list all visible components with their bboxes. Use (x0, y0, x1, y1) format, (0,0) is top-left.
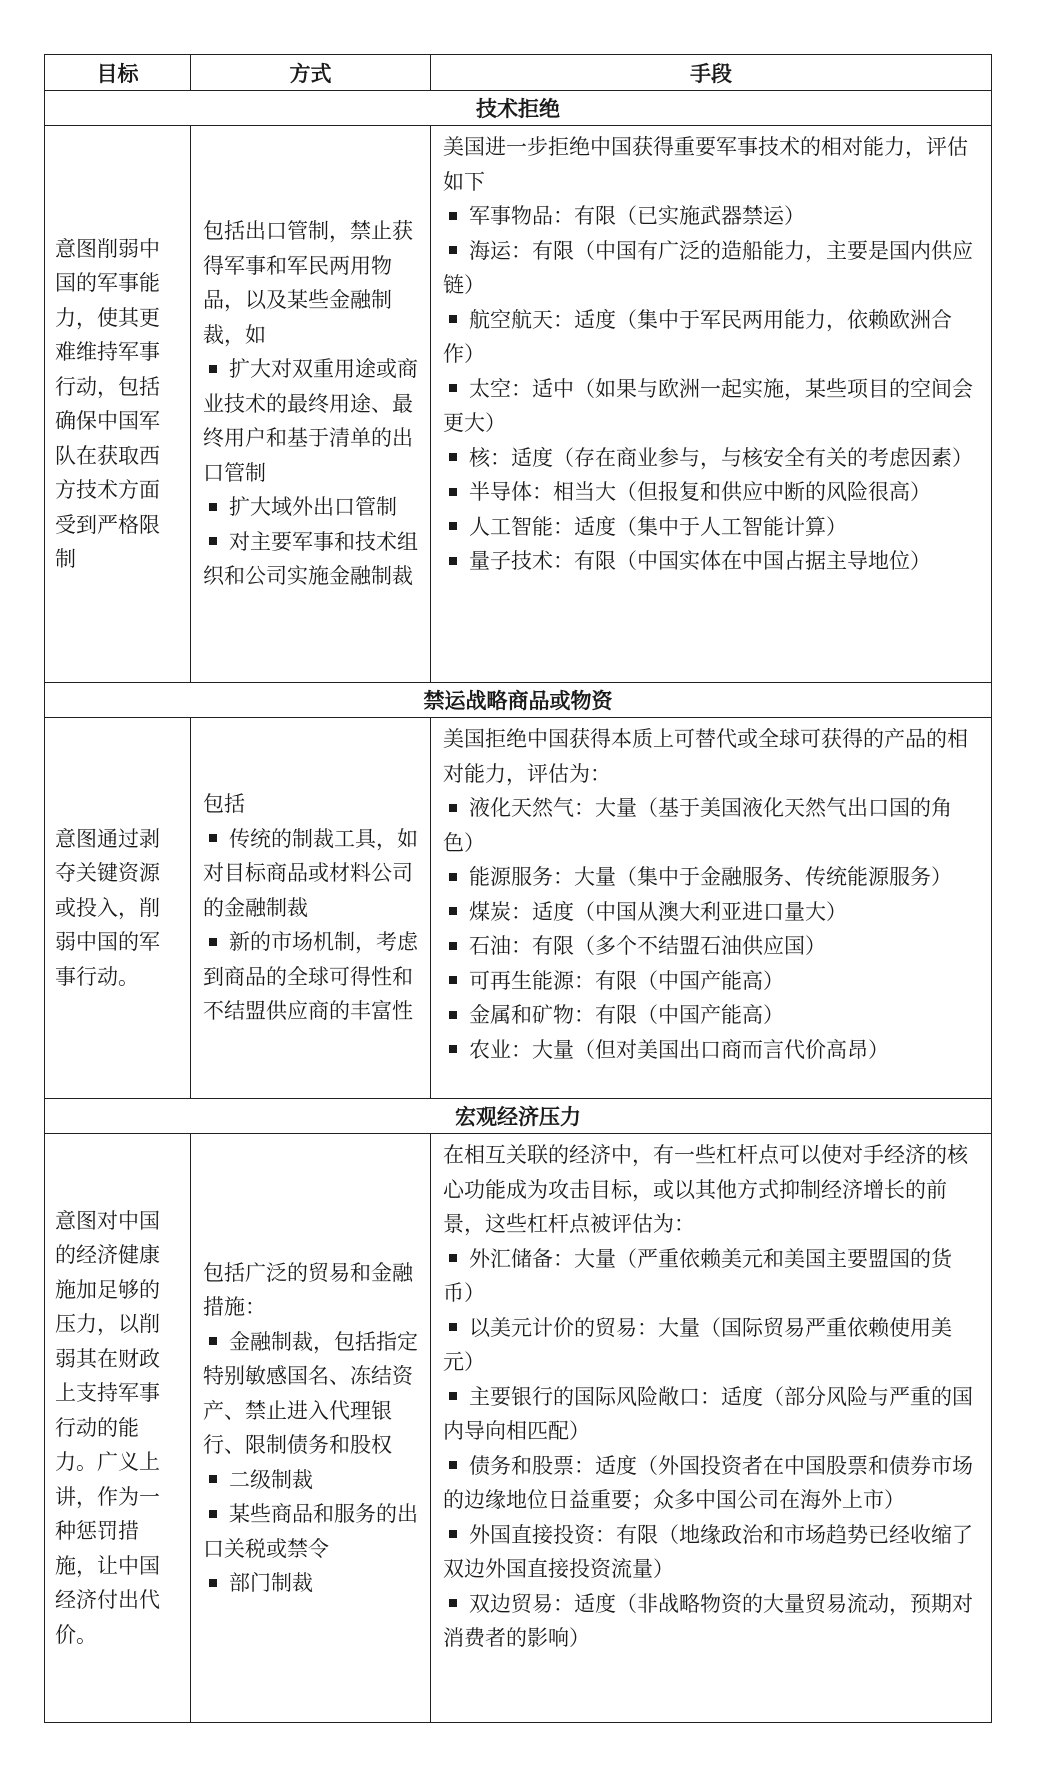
section-title-row (45, 683, 992, 718)
means-intro: 美国进一步拒绝中国获得重要军事技术的相对能力，评估如下 (443, 135, 968, 194)
bullet-square-icon (449, 873, 457, 881)
bullet-square-icon (209, 503, 217, 511)
bullet-square-icon (449, 1599, 457, 1607)
method-bullet: 某些商品和服务的出口关税或禁令 (203, 1502, 418, 1561)
means-intro: 在相互关联的经济中，有一些杠杆点可以使对手经济的核心功能成为攻击目标，或以其他方式抑制经济增长的前景，这些杠杆点被评估为： (443, 1143, 968, 1236)
means-bullet: 以美元计价的贸易：大量（国际贸易严重依赖使用美元） (443, 1315, 952, 1374)
means-bullet: 金属和矿物：有限（中国产能高） (443, 998, 983, 1033)
goal-cell: 意图对中国的经济健康施加足够的压力，以削弱其在财政上支持军事行动的能力。广义上讲，作为一种惩罚措施，让中国经济付出代价。 (45, 1134, 191, 1723)
bullet-square-icon (209, 365, 217, 373)
bullet-square-icon (449, 384, 457, 392)
method-bullet: 金融制裁，包括指定特别敏感国名、冻结资产、禁止进入代理银行、限制债务和股权 (203, 1329, 418, 1457)
means-intro: 美国拒绝中国获得本质上可替代或全球可获得的产品的相对能力，评估为： (443, 727, 968, 786)
means-bullet: 量子技术：有限（中国实体在中国占据主导地位） (443, 544, 983, 579)
section-title-row (45, 1099, 992, 1134)
section-title-row (45, 91, 992, 126)
bullet-square-icon (449, 1392, 457, 1400)
bullet-square-icon (449, 1254, 457, 1262)
means-bullet: 外汇储备：大量（严重依赖美元和美国主要盟国的货币） (443, 1246, 952, 1305)
section-title-embargo: 禁运战略商品或物资 (45, 683, 992, 718)
means-bullet: 可再生能源：有限（中国产能高） (443, 964, 983, 999)
method-bullet: 对主要军事和技术组织和公司实施金融制裁 (203, 529, 418, 589)
goal-cell: 意图削弱中国的军事能力，使其更难维持军事行动，包括确保中国军队在获取西方技术方面受到严格限制 (45, 126, 191, 683)
method-cell (191, 1134, 431, 1723)
method-bullet: 新的市场机制，考虑到商品的全球可得性和不结盟供应商的丰富性 (203, 930, 418, 1024)
goal-cell: 意图通过剥夺关键资源或投入，削弱中国的军事行动。 (45, 718, 191, 1099)
bullet-square-icon (209, 834, 217, 842)
means-bullet: 能源服务：大量（集中于金融服务、传统能源服务） (443, 860, 983, 895)
bullet-square-icon (449, 488, 457, 496)
bullet-square-icon (449, 315, 457, 323)
bullet-square-icon (209, 1510, 217, 1518)
means-bullet: 外国直接投资：有限（地缘政治和市场趋势已经收缩了双边外国直接投资流量） (443, 1522, 973, 1581)
method-cell (191, 126, 431, 683)
means-bullet: 航空航天：适度（集中于军民两用能力，依赖欧洲合作） (443, 307, 952, 366)
header-method: 方式 (191, 55, 431, 91)
strategy-table (44, 54, 992, 1723)
bullet-square-icon (209, 1337, 217, 1345)
bullet-square-icon (449, 522, 457, 530)
bullet-square-icon (449, 1530, 457, 1538)
bullet-square-icon (449, 907, 457, 915)
method-bullet: 二级制裁 (203, 1463, 420, 1498)
bullet-square-icon (449, 1461, 457, 1469)
bullet-square-icon (209, 1579, 217, 1587)
means-bullet: 海运：有限（中国有广泛的造船能力，主要是国内供应链） (443, 238, 973, 297)
header-means: 手段 (431, 55, 992, 91)
means-bullet: 债务和股票：适度（外国投资者在中国股票和债券市场的边缘地位日益重要；众多中国公司在海外上市） (443, 1453, 973, 1512)
bullet-square-icon (449, 557, 457, 565)
bullet-square-icon (209, 1475, 217, 1483)
method-intro: 包括广泛的贸易和金融措施： (203, 1260, 413, 1319)
header-row (45, 55, 992, 91)
means-bullet: 石油：有限（多个不结盟石油供应国） (443, 929, 983, 964)
bullet-square-icon (449, 976, 457, 984)
means-bullet: 液化天然气：大量（基于美国液化天然气出口国的角色） (443, 796, 952, 855)
bullet-square-icon (449, 942, 457, 950)
section-row-macro-pressure (45, 1134, 992, 1723)
method-bullet: 传统的制裁工具，如对目标商品或材料公司的金融制裁 (203, 826, 418, 920)
bullet-square-icon (209, 938, 217, 946)
bullet-square-icon (449, 1323, 457, 1331)
means-bullet: 半导体：相当大（但报复和供应中断的风险很高） (443, 475, 983, 510)
method-bullet: 扩大对双重用途或商业技术的最终用途、最终用户和基于清单的出口管制 (203, 357, 418, 485)
section-row-tech-denial (45, 126, 992, 683)
bullet-square-icon (449, 1011, 457, 1019)
means-bullet: 煤炭：适度（中国从澳大利亚进口量大） (443, 895, 983, 930)
means-bullet: 军事物品：有限（已实施武器禁运） (443, 199, 983, 234)
means-bullet: 核：适度（存在商业参与，与核安全有关的考虑因素） (443, 441, 983, 476)
means-bullet: 主要银行的国际风险敞口：适度（部分风险与严重的国内导向相匹配） (443, 1384, 973, 1443)
means-cell (431, 1134, 992, 1723)
section-title-tech-denial: 技术拒绝 (45, 91, 992, 126)
method-cell (191, 718, 431, 1099)
means-bullet: 双边贸易：适度（非战略物资的大量贸易流动，预期对消费者的影响） (443, 1591, 973, 1650)
method-bullet: 部门制裁 (203, 1566, 420, 1601)
method-intro: 包括 (203, 792, 245, 817)
bullet-square-icon (449, 212, 457, 220)
means-bullet: 人工智能：适度（集中于人工智能计算） (443, 510, 983, 545)
bullet-square-icon (209, 537, 217, 545)
section-row-embargo (45, 718, 992, 1099)
bullet-square-icon (449, 453, 457, 461)
method-intro: 包括出口管制，禁止获得军事和军民两用物品，以及某些金融制裁，如 (203, 219, 413, 347)
means-bullet: 太空：适中（如果与欧洲一起实施，某些项目的空间会更大） (443, 376, 973, 435)
bullet-square-icon (449, 1045, 457, 1053)
method-bullet: 扩大域外出口管制 (203, 490, 420, 525)
header-goal: 目标 (45, 55, 191, 91)
means-bullet: 农业：大量（但对美国出口商而言代价高昂） (443, 1033, 983, 1068)
bullet-square-icon (449, 804, 457, 812)
means-cell (431, 126, 992, 683)
means-cell (431, 718, 992, 1099)
bullet-square-icon (449, 246, 457, 254)
section-title-macro-pressure: 宏观经济压力 (45, 1099, 992, 1134)
